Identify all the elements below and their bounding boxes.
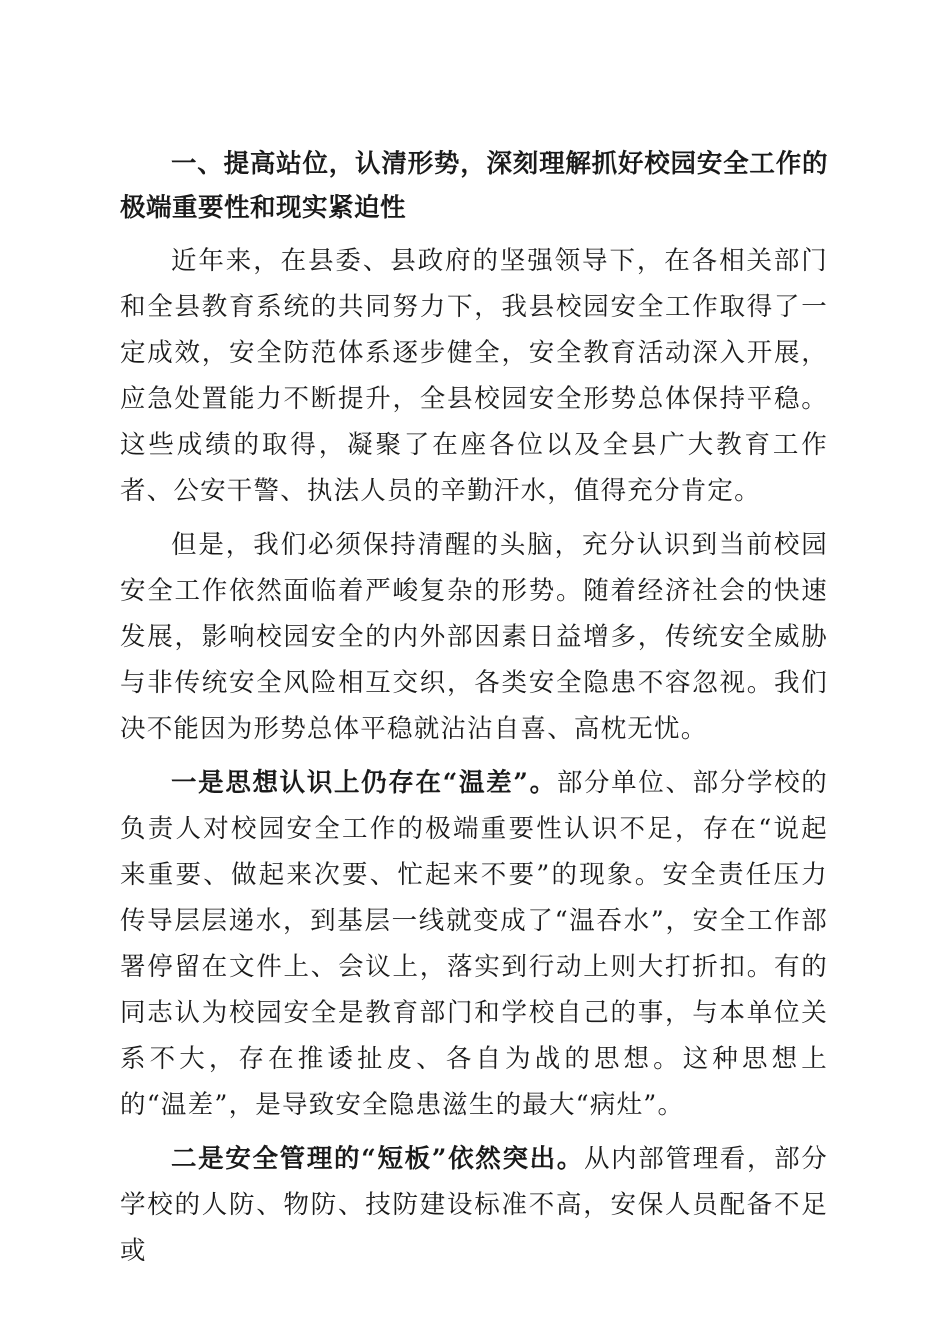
paragraph-4	[120, 1136, 828, 1274]
paragraph-text: 近年来，在县委、县政府的坚强领导下，在各相关部门和全县教育系统的共同努力下，我县校园安全工作取得了一定成效，安全防范体系逐步健全，安全教育活动深入开展，应急处置能力不断提升，全县校园安全形势总体保持平稳。这些成绩的取得，凝聚了在座各位以及全县广大教育工作者、公安干警、执法人员的辛勤汗水，值得充分肯定。	[120, 246, 828, 506]
paragraph-2	[120, 522, 828, 752]
paragraph-lead: 二是安全管理的“短板”依然突出。	[171, 1144, 584, 1174]
paragraph-3	[120, 760, 828, 1128]
paragraph-1	[120, 238, 828, 514]
section-heading: 一、提高站位，认清形势，深刻理解抓好校园安全工作的极端重要性和现实紧迫性	[120, 149, 828, 223]
paragraph-lead: 一是思想认识上仍存在“温差”。	[171, 768, 557, 798]
paragraph-text: 但是，我们必须保持清醒的头脑，充分认识到当前校园安全工作依然面临着严峻复杂的形势。随着经济社会的快速发展，影响校园安全的内外部因素日益增多，传统安全威胁与非传统安全风险相互交织，各类安全隐患不容忽视。我们决不能因为形势总体平稳就沾沾自喜、高枕无忧。	[120, 530, 828, 744]
paragraph-text: 部分单位、部分学校的负责人对校园安全工作的极端重要性认识不足，存在“说起来重要、做起来次要、忙起来不要”的现象。安全责任压力传导层层递水，到基层一线就变成了“温吞水”，安全工作部署停留在文件上、会议上，落实到行动上则大打折扣。有的同志认为校园安全是教育部门和学校自己的事，与本单位关系不大，存在推诿扯皮、各自为战的思想。这种思想上的“温差”，是导致安全隐患滋生的最大“病灶”。	[120, 768, 828, 1120]
document-body	[120, 142, 828, 1274]
paragraph-text: 从内部管理看，部分学校的人防、物防、技防建设标准不高，安保人员配备不足或	[120, 1144, 828, 1266]
